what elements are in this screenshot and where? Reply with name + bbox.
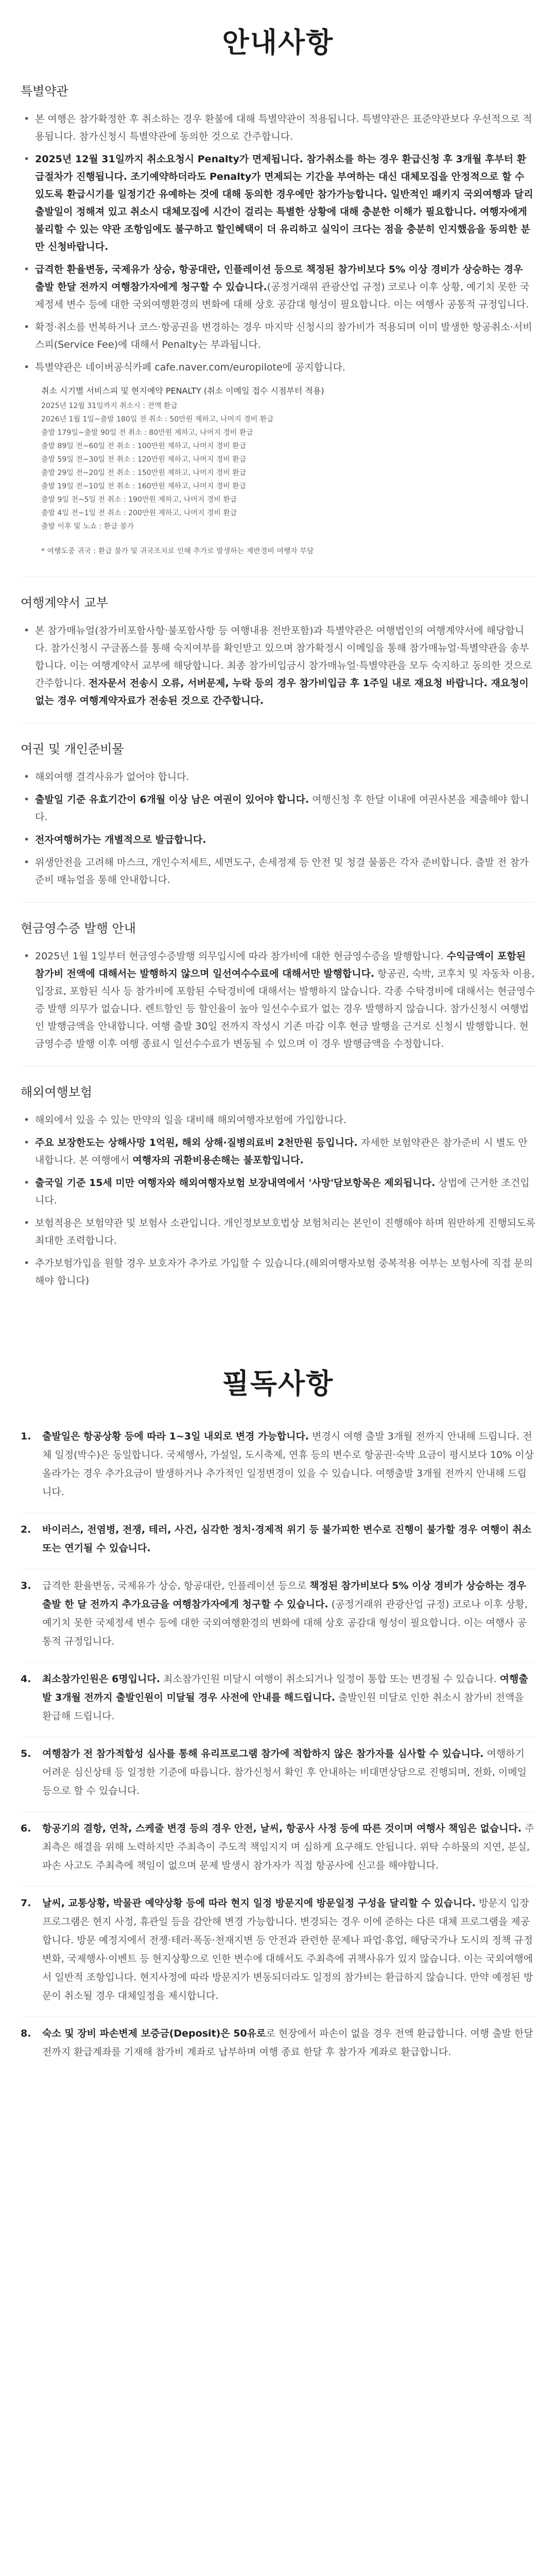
list-item: • 해외여행 결격사유가 없어야 합니다. — [21, 768, 535, 786]
list-item: • 2025년 12월 31일까지 취소요청시 Penalty가 면제됩니다. 참가취소를 하는 경우 환급신청 후 3개월 후부터 환급절차가 진행됩니다. 조기예약하더라도 Penalty가 면제되는 기간을 부여하는 대신 대체모집을 안정적으로 할 수 있도록 환급시기를 일정기간 유예하는 것에 대해 동의한 경우에만 참가가능합니다. 일반적인 패키지 국외여행과 달리 출발일이 정해져 있고 취소시 대체모집에 시간이 걸리는 특별한 상황에 대해 충분한 이해가 필요합니다. 여행자에게 불리할 수 있는 약관 조항임에도 불구하고 할인혜택이 더 유리하고 실익이 크다는 점을 충분히 인지했음을 동의한 분만 신청바랍니다. — [21, 150, 535, 256]
list-item: • 전자여행허가는 개별적으로 발급합니다. — [21, 831, 535, 849]
penalty-row: 출발 4일 전~1일 전 취소 : 200만원 제하고, 나머지 경비 환급 — [41, 509, 237, 517]
penalty-row: 2025년 12월 31일까지 취소시 : 전액 환급 — [41, 402, 178, 410]
list-item: • 출국일 기준 15세 미만 여행자와 해외여행자보험 보장내역에서 '사망'담보항목은 제외됩니다. 상법에 근거한 조건입니다. — [21, 1174, 535, 1209]
penalty-row: 출발 29일 전~20일 전 취소 : 150만원 제하고, 나머지 경비 환급 — [41, 469, 247, 477]
penalty-foot: * 여행도중 귀국 : 환급 불가 및 귀국조치로 인해 추가로 발생하는 제반경비 여행자 부담 — [41, 547, 314, 555]
notice-list — [21, 1427, 535, 2073]
notice-item: 4. 최소참가인원은 6명입니다. 최소참가인원 미달시 여행이 취소되거나 일정이 통합 또는 변경될 수 있습니다. 여행출발 3개월 전까지 출발인원이 미달될 경우 사전에 안내를 해드립니다. 출발인원 미달로 인한 취소시 참가비 전액을 환급해 드립니다. — [21, 1670, 535, 1737]
divider — [21, 902, 535, 903]
notice-item: 8. 숙소 및 장비 파손변제 보증금(Deposit)은 50유로로 현장에서 파손이 없을 경우 전액 환급합니다. 여행 출발 한달 전까지 환급계좌를 기재해 참가비 계좌로 납부하며 여행 종료 한달 후 참가자 계좌로 환급합니다. — [21, 2028, 533, 2058]
penalty-row: 출발 이후 및 노쇼 : 환급 불가 — [41, 522, 134, 531]
list-item: • 본 여행은 참가확정한 후 취소하는 경우 환불에 대해 특별약관이 적용됩니다. 특별약관은 표준약관보다 우선적으로 적용됩니다. 참가신청시 특별약관에 동의한 것으로 간주합니다. — [21, 110, 535, 145]
penalty-row: 출발 89일 전~60일 전 취소 : 100만원 제하고, 나머지 경비 환급 — [41, 442, 247, 450]
cash-receipt-list — [21, 947, 535, 1053]
list-item: • 추가보험가입을 원할 경우 보호자가 추가로 가입할 수 있습니다.(해외여행자보험 중복적용 여부는 보험사에 직접 문의해야 합니다) — [21, 1255, 535, 1290]
list-item: • 해외에서 있을 수 있는 만약의 일을 대비해 해외여행자보험에 가입합니다. — [21, 1111, 535, 1129]
insurance-list — [21, 1111, 535, 1290]
contract-label: 여행계약서 교부 — [21, 596, 108, 610]
list-item: • 확정·취소를 번복하거나 코스·항공권을 변경하는 경우 마지막 신청시의 참가비가 적용되며 이미 발생한 항공취소·서비스피(Service Fee)에 대해서 Penalty는 부과됩니다. — [21, 318, 535, 353]
penalty-row: 출발 179일~출발 90일 전 취소 : 80만원 제하고, 나머지 경비 환급 — [41, 429, 253, 437]
list-item: • 2025년 1월 1일부터 현금영수증발행 의무입시에 따라 참가비에 대한 현금영수증을 발행합니다. 수익금액이 포함된 참가비 전액에 대해서는 발행하지 않으며 일선여수수료에 대해서만 발행합니다. 항공권, 숙박, 코후치 및 자동차 이용, 입장료, 포함된 식사 등 참가비에 포함된 수탁경비에 대해서는 발행하지 않습니다. 각종 수탁경비에 대해서는 현금영수증 발행 의무가 없습니다. 렌트할인 등 할인율이 높아 일선수수료가 없는 경우 발행하지 않습니다. 참가신청시 여행법인 발행금액을 안내합니다. 여행 출발 30일 전까지 작성시 기존 마감 이후 현금 발행을 근거로 신청시 발행합니다. 현금영수증 발행 이후 여행 종료시 일선수수료가 변동될 수 있으며 이 경우 발행금액을 수정합니다. — [21, 947, 535, 1053]
passport-label: 여권 및 개인준비물 — [21, 742, 124, 756]
notice-item: 5. 여행참가 전 참가적합성 심사를 통해 유리프로그램 참가에 적합하지 않은 참가자를 심사할 수 있습니다. 여행하기 어려운 심신상태 등 일정한 기준에 따릅니다. 참가신청서 확인 후 안내하는 비대면상담으로 진행되며, 전화, 이메일 등으로 할 수 있습니다. — [21, 1744, 535, 1812]
list-item: • 출발일 기준 유효기간이 6개월 이상 남은 여권이 있어야 합니다. 여행신청 후 한달 이내에 여권사본을 제출해야 합니다. — [21, 791, 535, 826]
passport-list — [21, 768, 535, 889]
notice-item: 6. 항공기의 결항, 연착, 스케줄 변경 등의 경우 안전, 날씨, 항공사 사정 등에 따른 것이며 여행사 책임은 없습니다. 주최측은 해결을 위해 노력하지만 주최측이 주도적 책임지지 며 심하게 요구해도 안됩니다. 위탁 수하물의 지연, 분실, 파손 사고도 주최측에 책임이 없으며 문제 발생시 참가자가 직접 항공사에 신고를 해야합니다. — [21, 1819, 535, 1887]
notice-item: 1. 출발일은 항공상황 등에 따라 1~3일 내외로 변경 가능합니다. 변경시 여행 출발 3개월 전까지 안내해 드립니다. 전체 일정(박수)은 동일합니다. 국제행사, 가설일, 도시축제, 연휴 등의 변수로 항공권·숙박 요금이 평시보다 10% 이상 올라가는 경우 추가요금이 발생하거나 추가적인 일정변경이 있을 수 있습니다. 여행출발 3개월 전까지 안내해 드립니다. — [21, 1427, 535, 1513]
special-terms-label: 특별약관 — [21, 84, 68, 98]
notice-title: 필독사항 — [222, 1367, 334, 1400]
notice-item: 2. 바이러스, 전염병, 전쟁, 테러, 사건, 심각한 정치·경제적 위기 등 불가피한 변수로 진행이 불가할 경우 여행이 취소 또는 연기될 수 있습니다. — [21, 1520, 535, 1569]
list-item: • 특별약관은 네이버공식카페 cafe.naver.com/europilote에 공지합니다. — [21, 359, 535, 376]
insurance-label: 해외여행보험 — [21, 1085, 93, 1099]
page-title: 안내사항 — [222, 26, 334, 59]
cash-receipt-label: 현금영수증 발행 안내 — [21, 921, 136, 936]
penalty-row: 2026년 1월 1일~출발 180일 전 취소 : 50만원 제하고, 나머지 경비 환급 — [41, 415, 274, 423]
list-item: • 본 참가매뉴얼(참가비포함사항·불포함사항 등 여행내용 전반포함)과 특별약관은 여행법인의 여행계약서에 해당합니다. 참가신청시 구글폼스를 통해 숙지여부를 확인받고 있으며 참가확정시 이메일을 통해 참가매뉴얼·특별약관을 송부합니다. 이는 여행계약서 교부에 해당합니다. 최종 참가비입금시 참가매뉴얼·특별약관을 모두 숙지하고 동의한 것으로 간주합니다. 전자문서 전송시 오류, 서버문제, 누락 등의 경우 참가비입금 후 1주일 내로 재요청 바랍니다. 재요청이 없는 경우 여행계약자료가 전송된 것으로 간주합니다. — [21, 622, 535, 709]
list-item: • 주요 보장한도는 상해사망 1억원, 해외 상해·질병의료비 2천만원 등입니다. 자세한 보험약관은 참가준비 시 별도 안내합니다. 본 여행에서 여행자의 귀환비용손해는 불포함입니다. — [21, 1134, 535, 1169]
penalty-table — [21, 381, 535, 563]
penalty-row: 출발 19일 전~10일 전 취소 : 160만원 제하고, 나머지 경비 환급 — [41, 482, 247, 490]
special-terms-list — [21, 110, 535, 376]
list-item: • 위생안전을 고려해 마스크, 개인수저세트, 세면도구, 손세정제 등 안전 및 청결 물품은 각자 준비합니다. 출발 전 참가준비 매뉴얼을 통해 안내합니다. — [21, 854, 535, 889]
contract-list — [21, 622, 535, 709]
list-item: • 보험적용은 보험약관 및 보험사 소관입니다. 개인정보보호법상 보험처리는 본인이 진행해야 하며 원만하게 진행되도록 최대한 조력합니다. — [21, 1214, 535, 1249]
notice-item: 3. 급격한 환율변동, 국제유가 상승, 항공대란, 인플레이션 등으로 책정된 참가비보다 5% 이상 경비가 상승하는 경우 출발 한 달 전까지 추가요금을 여행참가자에게 청구할 수 있습니다. (공정거래위 관광산업 규정) 코로나 이후 상황, 예기치 못한 국제정세 변수 등에 대한 국외여행환경의 변화에 대해 상호 공감대 형성이 필요합니다. 이는 여행사 공통적 규정입니다. — [21, 1577, 535, 1663]
notice-item: 7. 날씨, 교통상황, 박물관 예약상황 등에 따라 현지 일정 방문지에 방문일정 구성을 달리할 수 있습니다. 방문지 입장 프로그램은 현지 사정, 휴관일 등을 감안해 변경 가능합니다. 변경되는 경우 이에 준하는 다른 대체 프로그램을 제공합니다. 방문 예정지에서 전쟁·테러·폭동·천재지변 등 안전과 관련한 문제나 파업·휴업, 해당국가나 도시의 정책 규정 변화, 국제행사·이벤트 등 현지상황으로 인한 변수에 대해서도 주최측에 귀책사유가 있지 않습니다. 이는 국외여행에서 일반적 조항입니다. 현지사정에 따라 방문지가 변동되더라도 일정의 참가비는 환급하지 않습니다. 만약 예정된 방문이 취소될 경우 대체일정을 제시합니다. — [21, 1894, 535, 2017]
list-item: • 급격한 환율변동, 국제유가 상승, 항공대란, 인플레이션 등으로 책정된 참가비보다 5% 이상 경비가 상승하는 경우 출발 한달 전까지 여행참가자에게 청구할 수 있습니다.(공정거래위 관광산업 규정) 코로나 이후 상황, 예기치 못한 국제정세 변수 등에 대한 국외여행환경의 변화에 대해 상호 공감대 형성이 필요합니다. 이는 여행사 공통적 규정입니다. — [21, 261, 535, 313]
penalty-head: 취소 시기별 서비스피 및 현지예약 PENALTY (취소 이메일 접수 시점부터 적용) — [41, 386, 324, 396]
penalty-row: 출발 59일 전~30일 전 취소 : 120만원 제하고, 나머지 경비 환급 — [41, 455, 247, 464]
penalty-row: 출발 9일 전~5일 전 취소 : 190만원 제하고, 나머지 경비 환급 — [41, 496, 237, 504]
